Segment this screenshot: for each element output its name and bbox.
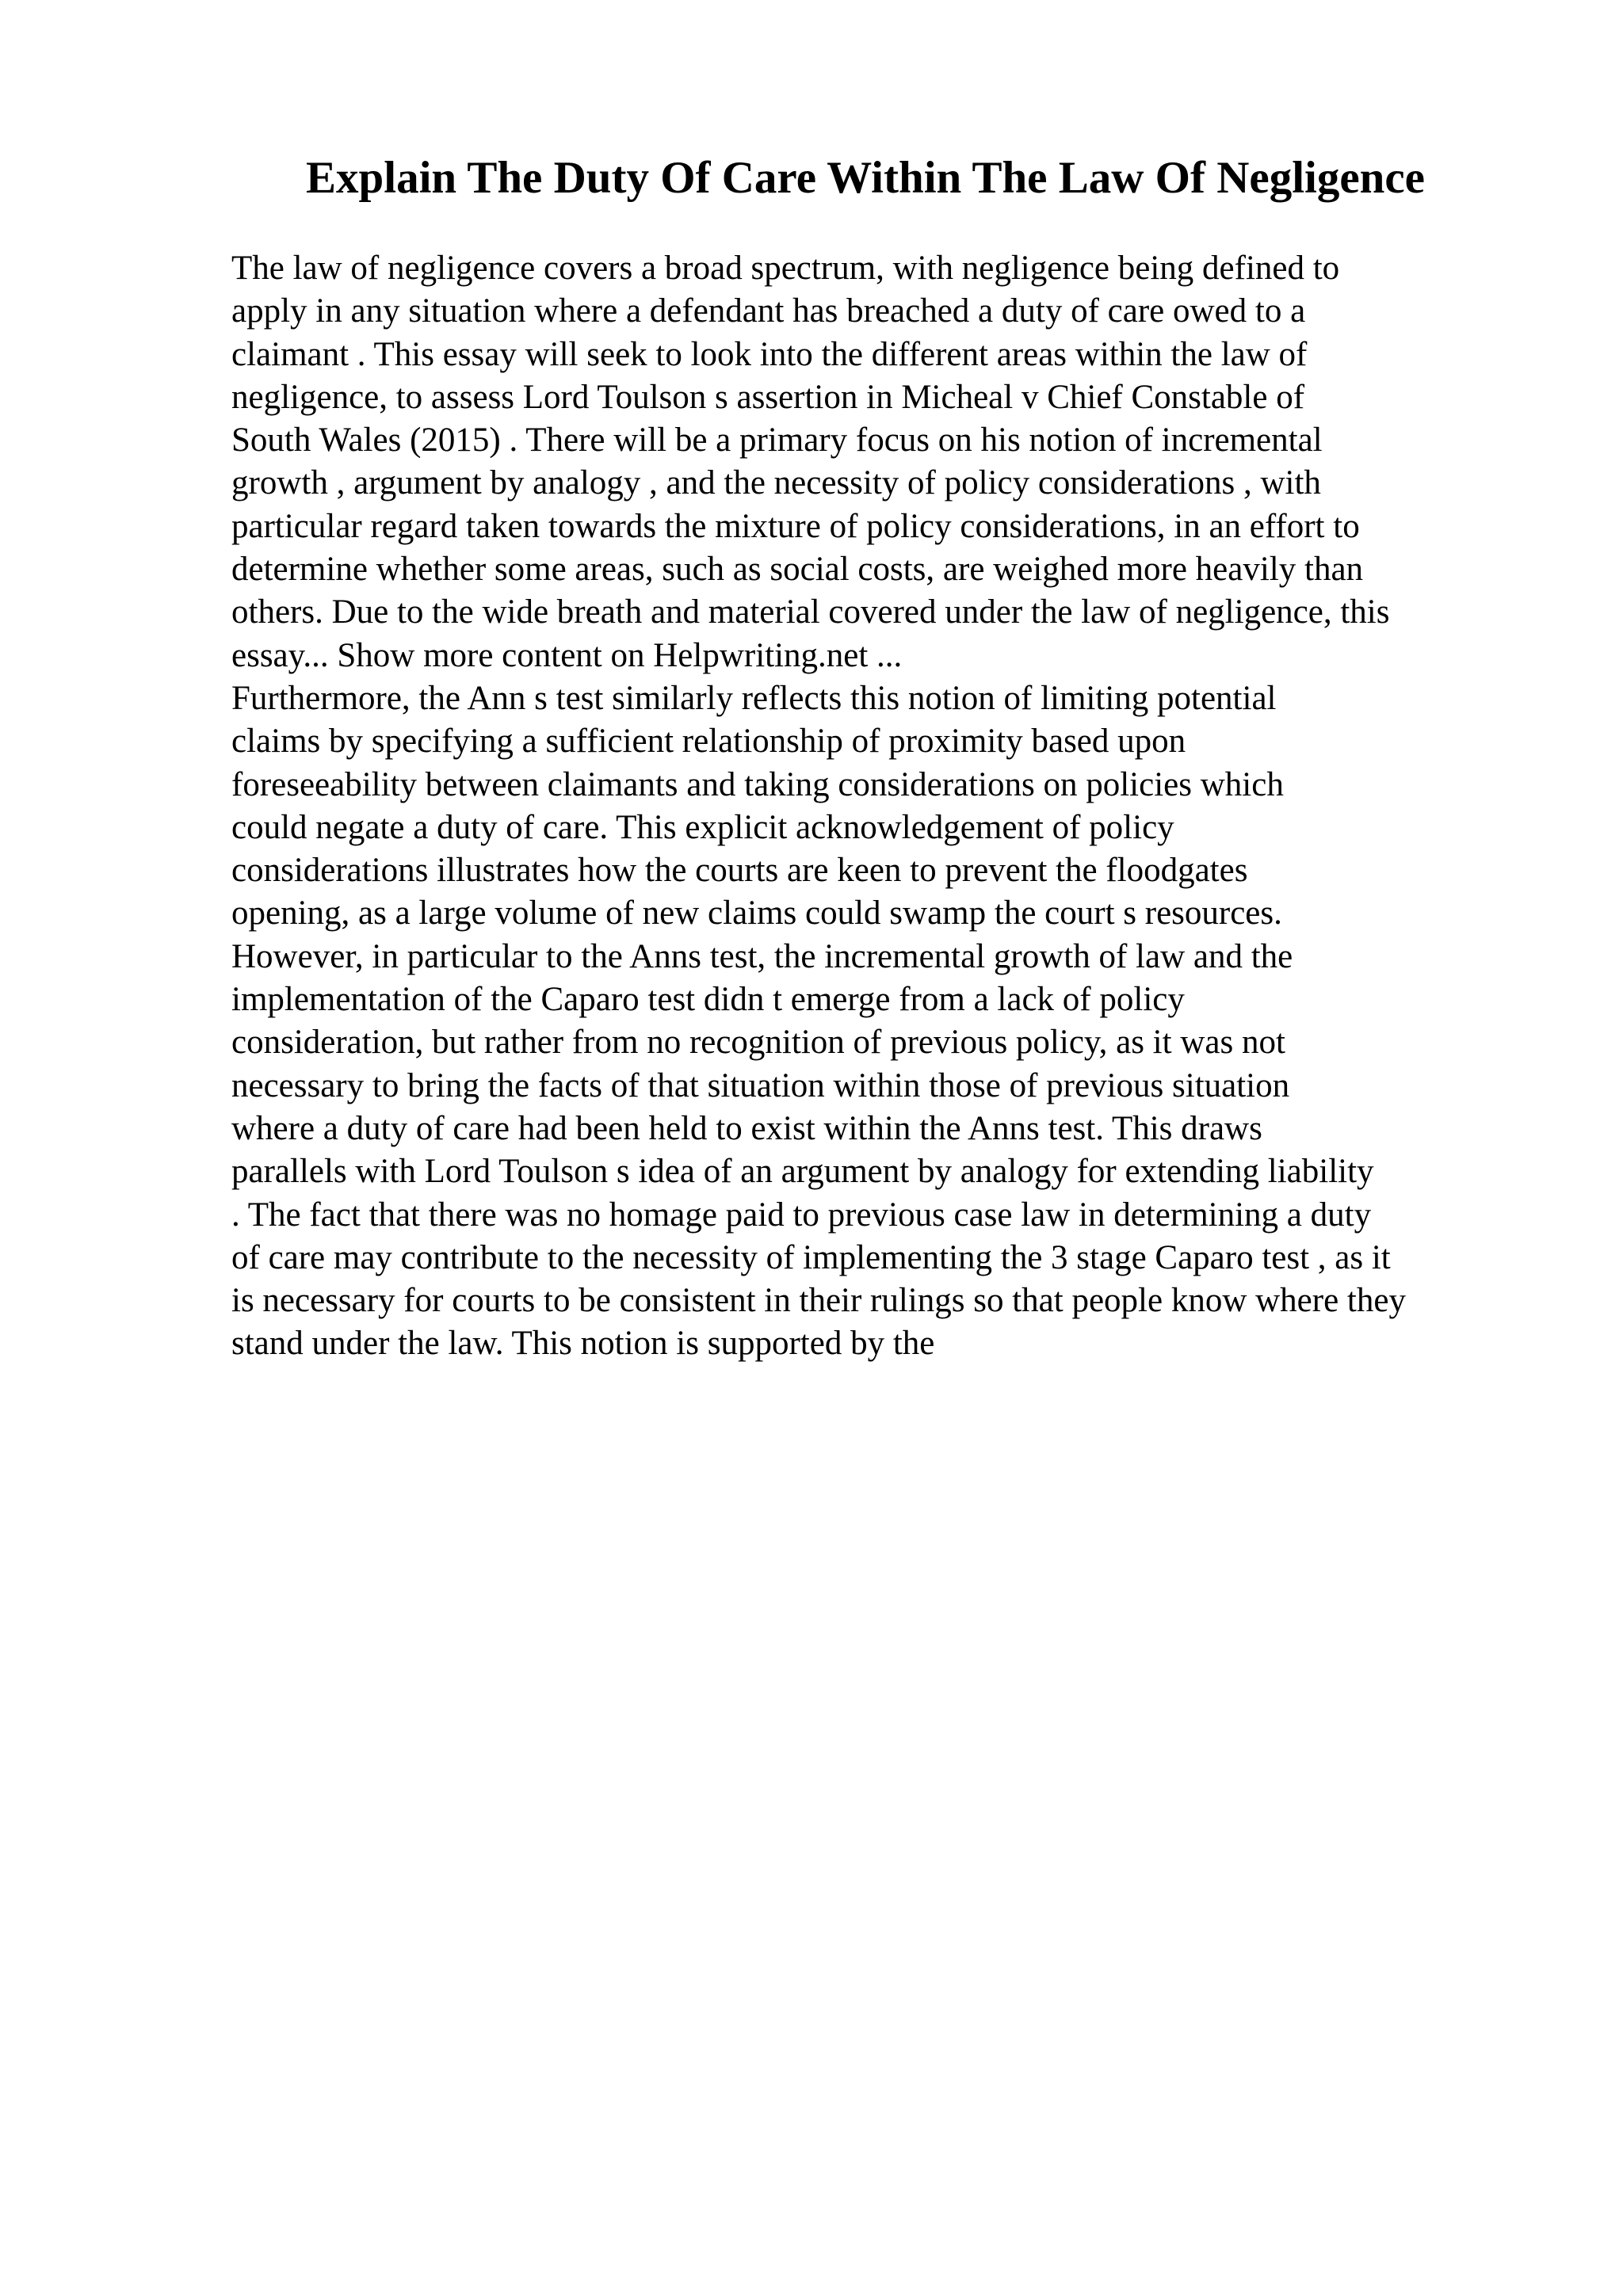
body-line: implementation of the Caparo test didn t emerge from a lack of policy (231, 981, 1185, 1019)
body-line: The law of negligence covers a broad spectrum, with negligence being defined to (231, 250, 1340, 287)
body-line: particular regard taken towards the mixture of policy considerations, in an effort to (231, 507, 1360, 545)
body-line: considerations illustrates how the courts are keen to prevent the floodgates (231, 852, 1248, 890)
document-title: Explain The Duty Of Care Within The Law Of Negligence (306, 153, 1425, 203)
body-line: Furthermore, the Ann s test similarly reflects this notion of limiting potential (231, 679, 1277, 717)
body-line: claims by specifying a sufficient relationship of proximity based upon (231, 723, 1186, 761)
body-line: stand under the law. This notion is supported by the (231, 1325, 935, 1363)
body-line: could negate a duty of care. This explicit acknowledgement of policy (231, 808, 1174, 846)
body-line: others. Due to the wide breath and material covered under the law of negligence, this (231, 593, 1390, 631)
body-line: negligence, to assess Lord Toulson s assertion in Micheal v Chief Constable of (231, 378, 1305, 416)
body-line: of care may contribute to the necessity of implementing the 3 stage Caparo test , as it (231, 1238, 1391, 1276)
body-line: determine whether some areas, such as social costs, are weighed more heavily than (231, 551, 1364, 589)
body-line: growth , argument by analogy , and the necessity of policy considerations , with (231, 464, 1321, 502)
body-line: necessary to bring the facts of that situation within those of previous situation (231, 1066, 1290, 1104)
body-line: where a duty of care had been held to exist within the Anns test. This draws (231, 1109, 1262, 1147)
body-line: South Wales (2015) . There will be a primary focus on his notion of incremental (231, 421, 1323, 460)
body-line: claimant . This essay will seek to look into the different areas within the law of (231, 335, 1308, 373)
body-line: parallels with Lord Toulson s idea of an argument by analogy for extending liability (231, 1153, 1374, 1191)
body-line: apply in any situation where a defendant has breached a duty of care owed to a (231, 292, 1306, 330)
body-line: is necessary for courts to be consistent in their rulings so that people know where they (231, 1282, 1406, 1320)
body-line: . The fact that there was no homage paid to previous case law in determining a duty (231, 1196, 1372, 1234)
body-line: foreseeability between claimants and taking considerations on policies which (231, 765, 1284, 803)
body-line: opening, as a large volume of new claims could swamp the court s resources. (231, 894, 1282, 933)
body-line: consideration, but rather from no recognition of previous policy, as it was not (231, 1024, 1285, 1062)
document-body (231, 247, 1515, 1366)
body-line: However, in particular to the Anns test, the incremental growth of law and the (231, 937, 1293, 975)
body-line: essay... Show more content on Helpwriting.net ... (231, 636, 903, 674)
